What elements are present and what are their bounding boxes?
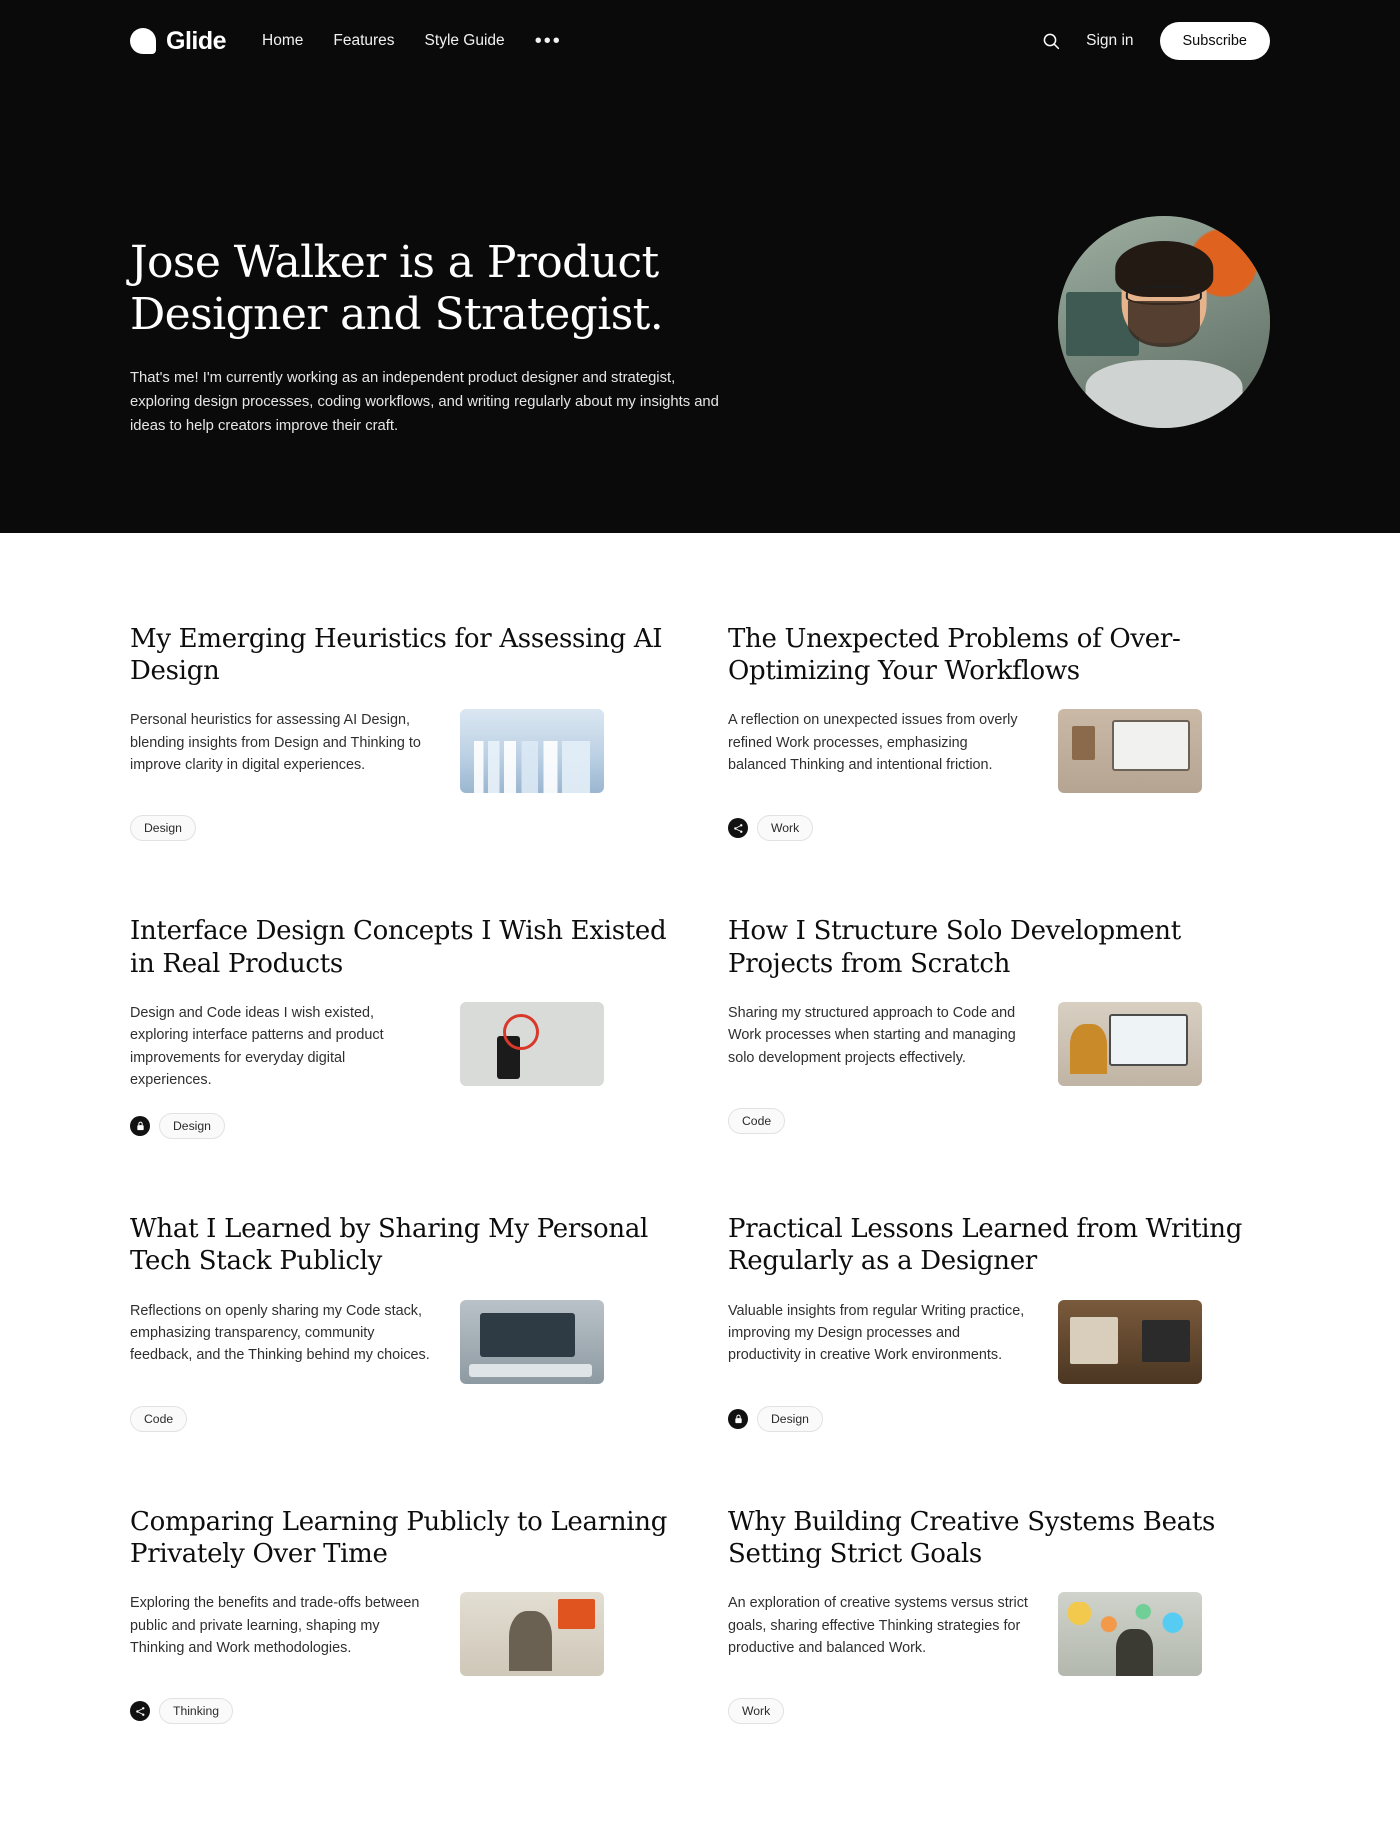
article-meta — [728, 1108, 1270, 1134]
article-tag[interactable]: Work — [728, 1698, 784, 1724]
article-description: Sharing my structured approach to Code and Work processes when starting and managing solo development projects effectively. — [728, 1004, 1016, 1066]
article-thumbnail — [460, 1300, 604, 1384]
article-body — [130, 1592, 672, 1676]
article-title[interactable]: What I Learned by Sharing My Personal Tech Stack Publicly — [130, 1214, 649, 1277]
hero-text-block — [130, 82, 830, 439]
article-tag[interactable]: Code — [130, 1406, 187, 1432]
brand-name: Glide — [166, 26, 227, 55]
article-grid — [130, 589, 1270, 1764]
avatar-image — [1058, 216, 1270, 428]
article-thumbnail — [460, 1002, 604, 1086]
article-tag[interactable]: Design — [757, 1406, 823, 1432]
nav-item-home[interactable]: Home — [262, 32, 304, 49]
article-description: Exploring the benefits and trade-offs between public and private learning, shaping my Thinking and Work methodologies. — [130, 1595, 420, 1656]
article-description: Valuable insights from regular Writing practice, improving my Design processes and productivity in creative Work environments. — [728, 1302, 1025, 1364]
avatar-torso — [1086, 360, 1243, 428]
article-meta — [130, 1113, 672, 1139]
hero-body — [0, 82, 1400, 439]
article-title[interactable]: The Unexpected Problems of Over-Optimizing Your Workflows — [728, 624, 1181, 687]
avatar-beard — [1128, 301, 1200, 348]
article-tag[interactable]: Thinking — [159, 1698, 233, 1724]
article-title[interactable]: Comparing Learning Publicly to Learning Privately Over Time — [130, 1506, 668, 1569]
article-meta — [130, 1698, 672, 1724]
article-meta — [130, 1406, 672, 1432]
article-thumbnail — [460, 709, 604, 793]
article-thumbnail — [1058, 709, 1202, 793]
share-icon — [728, 818, 748, 838]
avatar — [1058, 216, 1270, 428]
nav-item-features[interactable]: Features — [333, 32, 395, 49]
search-icon[interactable] — [1042, 32, 1060, 50]
article-body — [130, 709, 672, 793]
article-title[interactable]: How I Structure Solo Development Projects from Scratch — [728, 916, 1181, 979]
article-card[interactable] — [130, 1472, 672, 1764]
article-card[interactable] — [728, 1472, 1270, 1764]
article-title[interactable]: Why Building Creative Systems Beats Setting Strict Goals — [728, 1506, 1216, 1569]
article-title[interactable]: My Emerging Heuristics for Assessing AI Design — [130, 624, 663, 687]
subscribe-button[interactable]: Subscribe — [1160, 22, 1270, 60]
hero-subtitle: That's me! I'm currently working as an independent product designer and strategist, exploring design processes, coding workflows, and writing regularly about my insights and ideas to help creators improve their craft. — [130, 369, 719, 434]
lock-icon — [728, 1409, 748, 1429]
page-title: Jose Walker is a Product Designer and Strategist. — [130, 237, 664, 340]
article-description: Design and Code ideas I wish existed, exploring interface patterns and product improvements for everyday digital experiences. — [130, 1004, 384, 1088]
nav-more-icon[interactable]: ••• — [534, 30, 562, 52]
article-tag[interactable]: Code — [728, 1108, 785, 1134]
glide-logo-icon — [130, 28, 156, 54]
brand-logo[interactable] — [130, 27, 226, 56]
article-meta — [130, 815, 672, 841]
article-thumbnail — [1058, 1592, 1202, 1676]
article-body — [130, 1002, 672, 1091]
article-body — [728, 1300, 1270, 1384]
share-icon — [130, 1701, 150, 1721]
article-description: Personal heuristics for assessing AI Design, blending insights from Design and Thinking to improve clarity in digital experiences. — [130, 712, 421, 774]
hero-section — [0, 0, 1400, 533]
nav-links — [262, 32, 562, 50]
article-tag[interactable]: Design — [159, 1113, 225, 1139]
article-thumbnail — [1058, 1300, 1202, 1384]
lock-icon — [130, 1116, 150, 1136]
article-description: A reflection on unexpected issues from overly refined Work processes, emphasizing balanced Thinking and intentional friction. — [728, 712, 1018, 774]
article-body — [728, 709, 1270, 793]
article-tag[interactable]: Design — [130, 815, 196, 841]
article-title[interactable]: Practical Lessons Learned from Writing Regularly as a Designer — [728, 1214, 1243, 1277]
article-body — [728, 1592, 1270, 1676]
article-card[interactable] — [130, 1179, 672, 1471]
article-tag[interactable]: Work — [757, 815, 813, 841]
sign-in-link[interactable]: Sign in — [1086, 32, 1134, 49]
article-thumbnail — [460, 1592, 604, 1676]
article-meta — [728, 815, 1270, 841]
nav-right-actions — [1042, 22, 1270, 60]
article-meta — [728, 1406, 1270, 1432]
article-card[interactable] — [728, 589, 1270, 881]
article-body — [728, 1002, 1270, 1086]
article-description: Reflections on openly sharing my Code stack, emphasizing transparency, community feedback, and the Thinking behind my choices. — [130, 1302, 430, 1364]
article-card[interactable] — [728, 881, 1270, 1179]
article-title[interactable]: Interface Design Concepts I Wish Existed in Real Products — [130, 916, 667, 979]
article-thumbnail — [1058, 1002, 1202, 1086]
nav-item-style-guide[interactable]: Style Guide — [424, 32, 505, 49]
article-meta — [728, 1698, 1270, 1724]
article-card[interactable] — [130, 589, 672, 881]
article-body — [130, 1300, 672, 1384]
article-description: An exploration of creative systems versus strict goals, sharing effective Thinking strategies for productive and balanced Work. — [728, 1595, 1028, 1656]
article-card[interactable] — [130, 881, 672, 1179]
article-card[interactable] — [728, 1179, 1270, 1471]
top-navigation — [0, 0, 1400, 82]
article-list-section — [0, 533, 1400, 1844]
